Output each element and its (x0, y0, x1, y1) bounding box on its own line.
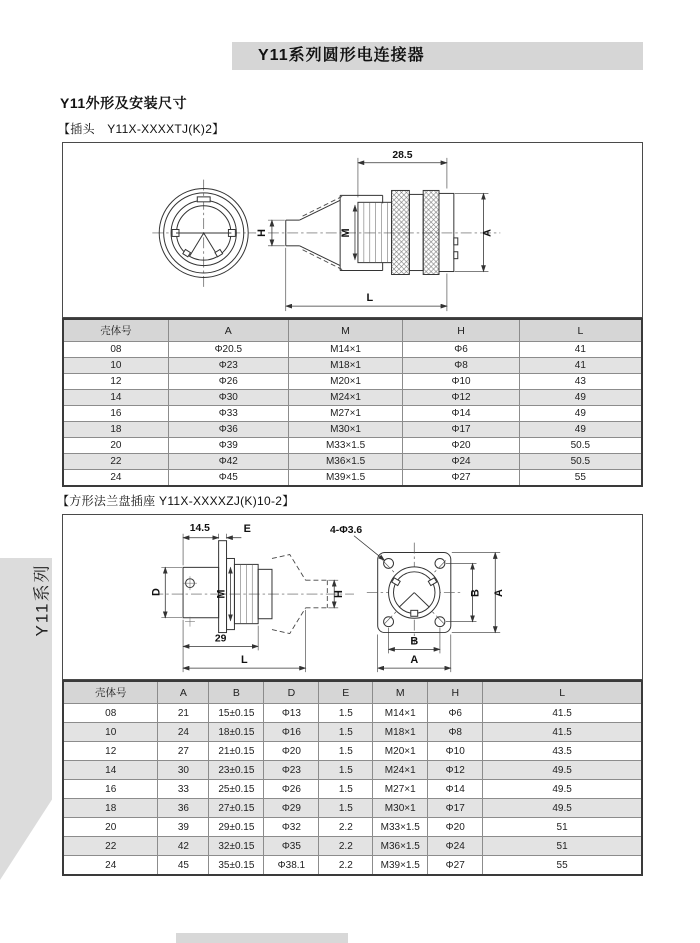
table-cell: 15±0.15 (209, 704, 264, 723)
table-cell: 49 (519, 422, 642, 438)
table-cell: M39×1.5 (373, 856, 428, 876)
column-header: L (519, 319, 642, 342)
table-cell: Φ30 (168, 390, 288, 406)
table-cell: 51 (483, 837, 642, 856)
dim-label-e: E (243, 522, 251, 535)
column-header: E (319, 681, 373, 704)
table-cell: 08 (63, 704, 158, 723)
table-cell: 18 (63, 799, 158, 818)
column-header: D (264, 681, 319, 704)
table-cell: M24×1 (288, 390, 403, 406)
table-cell: M20×1 (373, 742, 428, 761)
table-cell: 12 (63, 742, 158, 761)
receptacle-drawing-frame (62, 514, 643, 680)
table-cell: Φ36 (168, 422, 288, 438)
table-cell: 21±0.15 (209, 742, 264, 761)
receptacle-front-view (330, 525, 505, 672)
dim-label-h: H (256, 229, 269, 237)
table-cell: Φ27 (428, 856, 483, 876)
table-cell: Φ24 (403, 454, 519, 470)
table-cell: Φ20 (403, 438, 519, 454)
table-cell: 10 (63, 723, 158, 742)
dim-label-a-right: A (493, 589, 506, 597)
table-cell: 55 (483, 856, 642, 876)
table-cell: 43 (519, 374, 642, 390)
table-cell: Φ45 (168, 470, 288, 487)
table-header-row (63, 681, 642, 704)
table-cell: 50.5 (519, 454, 642, 470)
table-cell: 43.5 (483, 742, 642, 761)
table-cell: Φ20 (428, 818, 483, 837)
table-cell: 39 (158, 818, 209, 837)
series-side-label: Y11系列 (32, 563, 52, 637)
table-cell: Φ17 (428, 799, 483, 818)
table-cell: M30×1 (288, 422, 403, 438)
table-cell: Φ26 (264, 780, 319, 799)
table-row (63, 856, 642, 876)
table-cell: Φ38.1 (264, 856, 319, 876)
dim-label-28-5: 28.5 (392, 149, 413, 161)
table-cell: 41 (519, 358, 642, 374)
table-cell: 21 (158, 704, 209, 723)
table-cell: Φ27 (403, 470, 519, 487)
table-cell: 20 (63, 818, 158, 837)
table-row (63, 422, 642, 438)
table-cell: 25±0.15 (209, 780, 264, 799)
table-cell: 16 (63, 406, 168, 422)
table-cell: M27×1 (373, 780, 428, 799)
table-row (63, 723, 642, 742)
table-cell: 14 (63, 390, 168, 406)
table-cell: M18×1 (373, 723, 428, 742)
table-cell: Φ39 (168, 438, 288, 454)
page-title-bar (232, 42, 643, 70)
table-cell: Φ14 (403, 406, 519, 422)
receptacle-technical-drawing (63, 515, 642, 679)
table-cell: Φ42 (168, 454, 288, 470)
table-cell: 41.5 (483, 723, 642, 742)
table-cell: 1.5 (319, 742, 373, 761)
table-cell: 49 (519, 390, 642, 406)
table-row (63, 470, 642, 487)
dim-label-d: D (150, 588, 163, 596)
table-cell: Φ8 (428, 723, 483, 742)
dim-label-29: 29 (214, 633, 227, 645)
table-cell: 08 (63, 342, 168, 358)
column-header: M (373, 681, 428, 704)
table-cell: 24 (158, 723, 209, 742)
table-cell: Φ33 (168, 406, 288, 422)
table-cell: M20×1 (288, 374, 403, 390)
table-cell: M14×1 (288, 342, 403, 358)
receptacle-caption: 【方形法兰盘插座 Y11X-XXXXZJ(K)10-2】 (57, 494, 295, 508)
table-row (63, 799, 642, 818)
dim-label-b-right: B (469, 589, 482, 597)
table-cell: M14×1 (373, 704, 428, 723)
table-cell: M36×1.5 (373, 837, 428, 856)
table-cell: M33×1.5 (373, 818, 428, 837)
table-cell: Φ29 (264, 799, 319, 818)
table-cell: 14 (63, 761, 158, 780)
column-header: M (288, 319, 403, 342)
dim-label-14-5: 14.5 (189, 522, 210, 534)
table-cell: 35±0.15 (209, 856, 264, 876)
table-cell: 18±0.15 (209, 723, 264, 742)
table-row (63, 374, 642, 390)
table-cell: M39×1.5 (288, 470, 403, 487)
page-title: Y11系列圆形电连接器 (258, 47, 425, 64)
table-row (63, 837, 642, 856)
table-header-row (63, 319, 642, 342)
column-header: B (209, 681, 264, 704)
plug-side-view (256, 150, 500, 311)
table-cell: 30 (158, 761, 209, 780)
dim-label-m: M (215, 589, 228, 599)
table-cell: Φ23 (168, 358, 288, 374)
column-header: A (158, 681, 209, 704)
table-cell: Φ20.5 (168, 342, 288, 358)
table-cell: 49.5 (483, 761, 642, 780)
column-header: 壳体号 (63, 681, 158, 704)
table-cell: 2.2 (319, 837, 373, 856)
table-cell: 24 (63, 470, 168, 487)
table-cell: Φ32 (264, 818, 319, 837)
table-cell: 49.5 (483, 799, 642, 818)
table-cell: Φ24 (428, 837, 483, 856)
dim-label-m: M (340, 228, 353, 238)
table-cell: 41.5 (483, 704, 642, 723)
table-cell: 45 (158, 856, 209, 876)
table-cell: 22 (63, 454, 168, 470)
table-cell: Φ14 (428, 780, 483, 799)
plug-face-view (152, 180, 256, 288)
table-cell: 1.5 (319, 704, 373, 723)
column-header: H (428, 681, 483, 704)
table-cell: 51 (483, 818, 642, 837)
dim-label-l: L (366, 292, 374, 305)
dim-label-h: H (333, 590, 346, 598)
table-cell: M30×1 (373, 799, 428, 818)
table-row (63, 818, 642, 837)
table-row (63, 761, 642, 780)
table-cell: 33 (158, 780, 209, 799)
table-row (63, 358, 642, 374)
table-cell: Φ12 (403, 390, 519, 406)
table-row (63, 454, 642, 470)
dim-label-a-bottom: A (410, 654, 419, 667)
table-cell: Φ23 (264, 761, 319, 780)
table-cell: 16 (63, 780, 158, 799)
receptacle-dimensions-table (62, 680, 643, 876)
table-cell: 18 (63, 422, 168, 438)
table-row (63, 406, 642, 422)
holes-callout: 4-Φ3.6 (330, 524, 363, 536)
table-cell: 36 (158, 799, 209, 818)
receptacle-side-view (150, 523, 354, 672)
table-cell: 2.2 (319, 856, 373, 876)
table-row (63, 342, 642, 358)
column-header: 壳体号 (63, 319, 168, 342)
table-cell: Φ17 (403, 422, 519, 438)
column-header: H (403, 319, 519, 342)
plug-technical-drawing (63, 143, 642, 317)
table-cell: 24 (63, 856, 158, 876)
table-cell: 1.5 (319, 761, 373, 780)
table-cell: Φ35 (264, 837, 319, 856)
table-cell: 41 (519, 342, 642, 358)
table-cell: 10 (63, 358, 168, 374)
table-cell: 32±0.15 (209, 837, 264, 856)
table-cell: 20 (63, 438, 168, 454)
table-cell: M27×1 (288, 406, 403, 422)
table-cell: 50.5 (519, 438, 642, 454)
plug-dimensions-table (62, 318, 643, 487)
column-header: A (168, 319, 288, 342)
plug-drawing-frame (62, 142, 643, 318)
table-cell: 12 (63, 374, 168, 390)
table-cell: Φ6 (428, 704, 483, 723)
section-heading: Y11外形及安装尺寸 (60, 95, 188, 111)
dim-label-b-bottom: B (410, 635, 419, 648)
table-cell: 22 (63, 837, 158, 856)
table-cell: M18×1 (288, 358, 403, 374)
dim-label-a: A (481, 229, 494, 237)
table-cell: 49 (519, 406, 642, 422)
table-cell: 1.5 (319, 723, 373, 742)
plug-caption: 【插头 Y11X-XXXXTJ(K)2】 (58, 122, 225, 136)
dim-label-l: L (240, 654, 248, 667)
table-cell: 42 (158, 837, 209, 856)
table-row (63, 438, 642, 454)
table-row (63, 780, 642, 799)
table-cell: M33×1.5 (288, 438, 403, 454)
table-row (63, 704, 642, 723)
table-cell: Φ10 (403, 374, 519, 390)
table-cell: 1.5 (319, 780, 373, 799)
column-header: L (483, 681, 642, 704)
table-cell: M36×1.5 (288, 454, 403, 470)
table-cell: 29±0.15 (209, 818, 264, 837)
bottom-page-bar (176, 933, 348, 943)
table-cell: 23±0.15 (209, 761, 264, 780)
table-cell: Φ8 (403, 358, 519, 374)
table-cell: Φ13 (264, 704, 319, 723)
table-cell: 2.2 (319, 818, 373, 837)
table-cell: 1.5 (319, 799, 373, 818)
table-cell: Φ20 (264, 742, 319, 761)
table-cell: 27 (158, 742, 209, 761)
table-row (63, 390, 642, 406)
table-cell: Φ16 (264, 723, 319, 742)
table-cell: Φ26 (168, 374, 288, 390)
table-cell: Φ6 (403, 342, 519, 358)
table-cell: 49.5 (483, 780, 642, 799)
table-cell: Φ10 (428, 742, 483, 761)
table-row (63, 742, 642, 761)
table-cell: 55 (519, 470, 642, 487)
table-cell: M24×1 (373, 761, 428, 780)
table-cell: 27±0.15 (209, 799, 264, 818)
table-cell: Φ12 (428, 761, 483, 780)
